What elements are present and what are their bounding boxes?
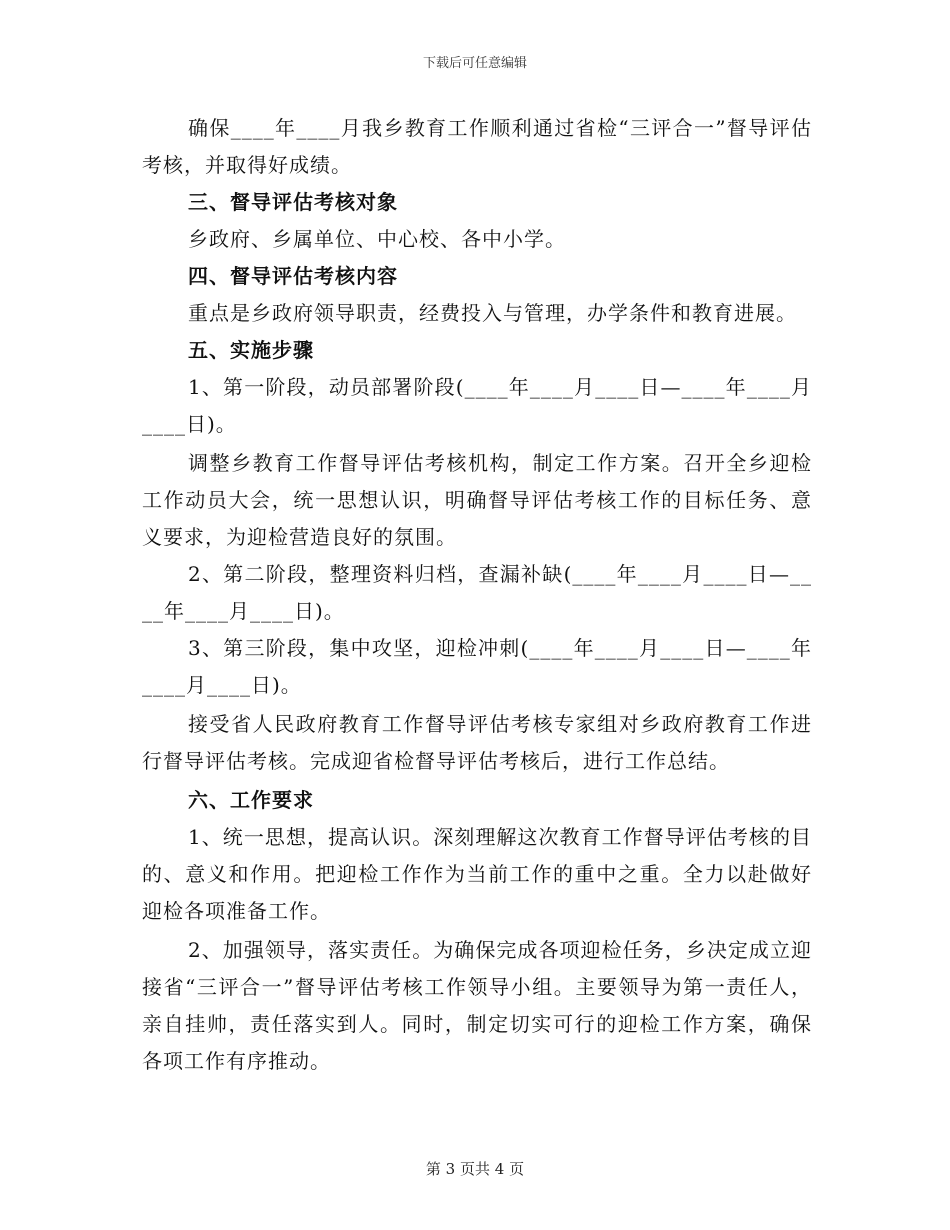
heading-section-6: 六、工作要求 [188, 788, 314, 812]
heading-section-4: 四、督导评估考核内容 [188, 264, 398, 288]
paragraph-goal: 确保____年____月我乡教育工作顺利通过省检“三评合一”督导评估考核，并取得好成绩。 [142, 116, 812, 177]
paragraph-stage-3-detail: 接受省人民政府教育工作督导评估考核专家组对乡政府教育工作进行督导评估考核。完成迎省检督导评估考核后，进行工作总结。 [142, 712, 812, 773]
page-footer: 第 3 页共 4 页 [425, 1160, 525, 1178]
paragraph-targets: 乡政府、乡属单位、中心校、各中小学。 [188, 227, 566, 251]
document-body [142, 110, 812, 1080]
heading-section-5: 五、实施步骤 [188, 338, 314, 362]
paragraph-content: 重点是乡政府领导职责，经费投入与管理，办学条件和教育进展。 [188, 301, 797, 325]
paragraph-requirement-2: 2、加强领导，落实责任。为确保完成各项迎检任务，乡决定成立迎接省“三评合一”督导评估考核工作领导小组。主要领导为第一责任人，亲自挂帅，责任落实到人。同时，制定切实可行的迎检工作方案，确保各项工作有序推动。 [142, 938, 812, 1073]
page-header: 下载后可任意编辑 [422, 56, 527, 71]
heading-section-3: 三、督导评估考核对象 [188, 190, 398, 214]
paragraph-requirement-1: 1、统一思想，提高认识。深刻理解这次教育工作督导评估考核的目的、意义和作用。把迎检工作作为当前工作的重中之重。全力以赴做好迎检各项准备工作。 [142, 825, 812, 923]
paragraph-stage-1: 1、第一阶段，动员部署阶段(____年____月____日—____年____月____日)。 [142, 375, 812, 436]
paragraph-stage-1-detail: 调整乡教育工作督导评估考核机构，制定工作方案。召开全乡迎检工作动员大会，统一思想认识，明确督导评估考核工作的目标任务、意义要求，为迎检营造良好的氛围。 [142, 451, 812, 549]
paragraph-stage-3: 3、第三阶段，集中攻坚，迎检冲刺(____年____月____日—____年____月____日)。 [142, 636, 812, 697]
paragraph-stage-2: 2、第二阶段，整理资料归档，查漏补缺(____年____月____日—____年____月____日)。 [142, 562, 812, 623]
